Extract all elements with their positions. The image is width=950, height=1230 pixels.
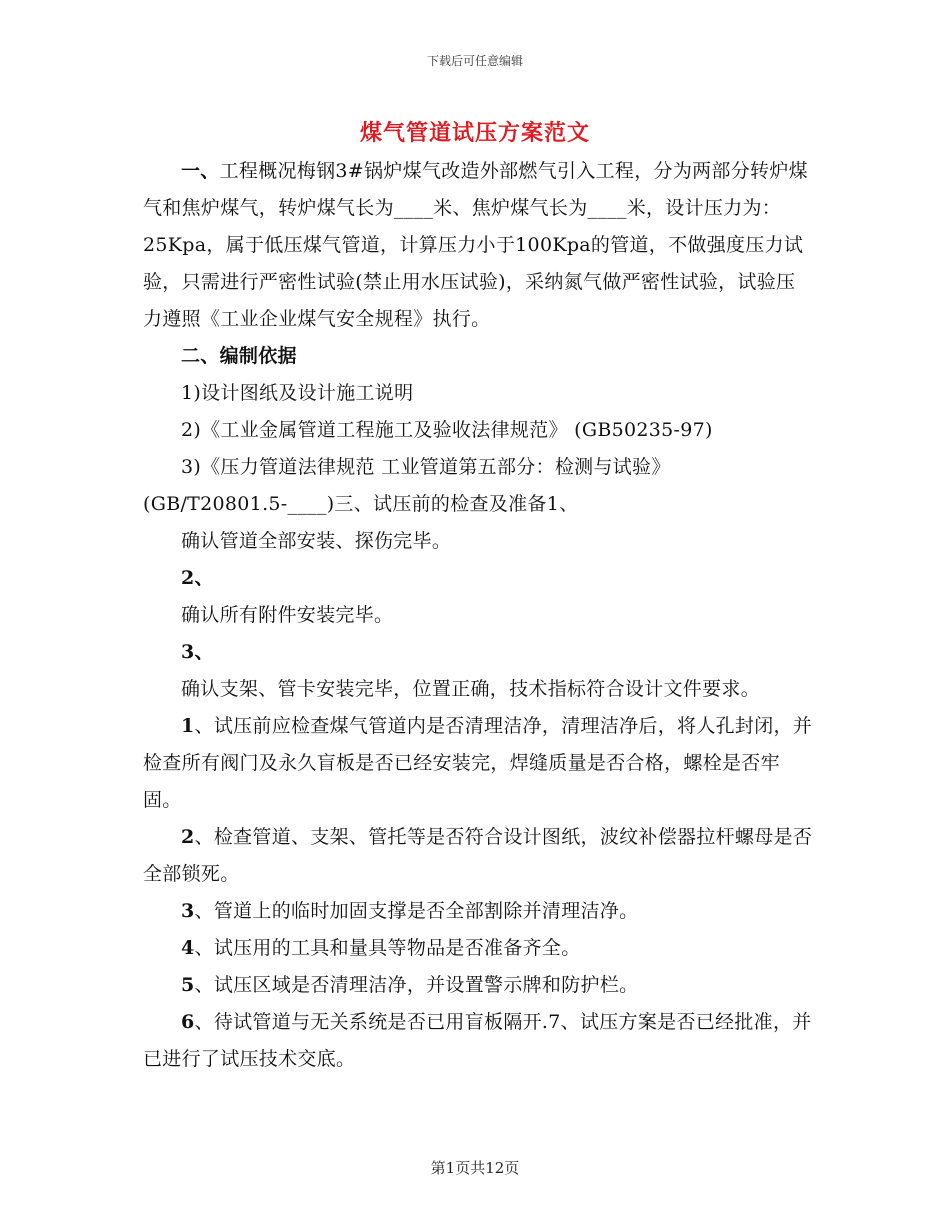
- list-item: 2)《工业金属管道工程施工及验收法律规范》 (GB50235-97): [181, 419, 713, 441]
- list-item: 确认支架、管卡安装完毕，位置正确，技术指标符合设计文件要求。: [181, 678, 761, 700]
- list-item: [143, 893, 813, 930]
- paragraph-text: 、试压用的工具和量具等物品是否准备齐全。: [194, 937, 581, 959]
- item-number: 1: [181, 715, 195, 737]
- item-number: 3: [181, 900, 195, 922]
- item-number: 3、: [181, 641, 214, 663]
- paragraph-text: 、试压前应检查煤气管道内是否清理洁净，清理洁净后，将人孔封闭，并检查所有阀门及永久盲板是否已经安装完，焊缝质量是否合格，螺栓是否牢固。: [143, 715, 813, 811]
- item-number: 5: [181, 974, 195, 996]
- paragraph-overview: [143, 153, 813, 338]
- list-item: 确认所有附件安装完毕。: [181, 604, 394, 626]
- paragraph-text: 、检查管道、支架、管托等是否符合设计图纸，波纹补偿器拉杆螺母是否全部锁死。: [143, 826, 813, 885]
- list-item: 确认管道全部安装、探伤完毕。: [181, 530, 452, 552]
- paragraph-text: 、试压区域是否清理洁净，并设置警示牌和防护栏。: [194, 974, 639, 996]
- item-number: 4: [181, 937, 195, 959]
- document-body: [143, 153, 813, 1078]
- section-heading: 一、: [181, 160, 220, 182]
- list-item: [143, 708, 813, 819]
- list-item: [143, 967, 813, 1004]
- document-title: 煤气管道试压方案范文: [359, 120, 590, 146]
- item-number: 6: [181, 1011, 195, 1033]
- page-header-note: 下载后可任意编辑: [426, 54, 523, 68]
- paragraph-text: 、管道上的临时加固支撑是否全部割除并清理洁净。: [194, 900, 639, 922]
- list-item: [143, 819, 813, 893]
- list-item: [143, 1004, 813, 1078]
- list-item: 1)设计图纸及设计施工说明: [181, 382, 414, 404]
- section-heading-basis: 二、编制依据: [181, 345, 297, 367]
- paragraph-text: 工程概况梅钢3#锅炉煤气改造外部燃气引入工程，分为两部分转炉煤气和焦炉煤气，转炉煤气长为____米、焦炉煤气长为____米，设计压力为：25Kpa，属于低压煤气管道，计算压力小于100Kpa的管道，不做强度压力试验，只需进行严密性试验(禁止用水压试验)，采纳氮气做严密性试验，试验压力遵照《工业企业煤气安全规程》执行。: [143, 160, 808, 330]
- item-number: 2、: [181, 567, 214, 589]
- list-item: 3)《压力管道法律规范 工业管道第五部分：检测与试验》(GB/T20801.5-____)三、试压前的检查及准备1、: [143, 456, 671, 515]
- paragraph-text: 、待试管道与无关系统是否已用盲板隔开.7、试压方案是否已经批准，并已进行了试压技术交底。: [143, 1011, 812, 1070]
- list-item: [143, 930, 813, 967]
- page-number: 第1页共12页: [430, 1159, 520, 1177]
- item-number: 2: [181, 826, 195, 848]
